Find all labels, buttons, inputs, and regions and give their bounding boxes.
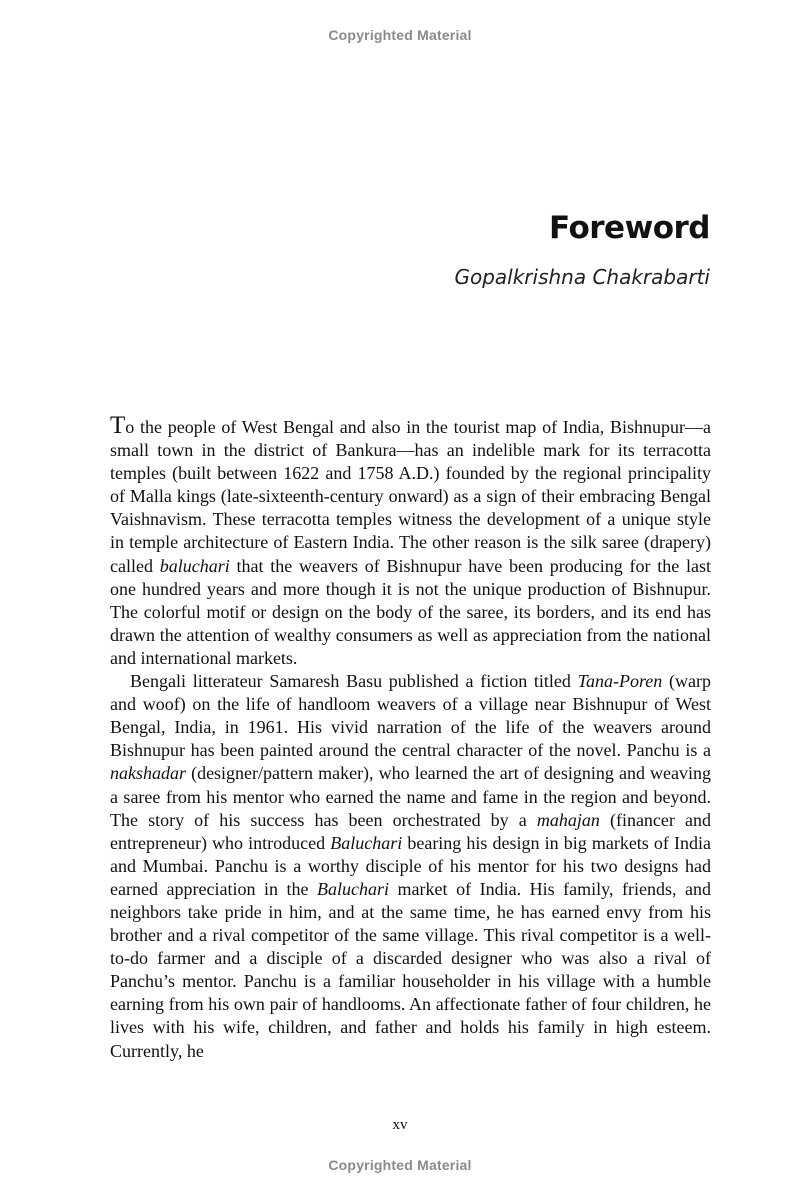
paragraph-2-text-1: Bengali litterateur Samaresh Basu published a fiction titled	[130, 671, 578, 692]
italic-term-baluchari: baluchari	[159, 555, 230, 576]
chapter-title: Foreword	[549, 210, 710, 246]
italic-term-baluchari-3: Baluchari	[317, 878, 390, 899]
italic-term-mahajan: mahajan	[536, 809, 600, 830]
paragraph-1-text-1: o the people of West Bengal and also in the tourist map of India, Bishnupur—a small town in the district of Bankura—has an indelible mark for its terracotta temples (built between 1622 and 1758 A.D.) founded by the regional principality of Malla kings (late-sixteenth-century onward) as a sign of their embracing Bengal Vaishnavism. These terracotta temples witness the development of a unique style in temple architecture of Eastern India. The other reason is the silk saree (drapery) called	[110, 417, 711, 576]
italic-title-tana-poren: Tana-Poren	[577, 671, 663, 692]
paragraph-1-text-2: that the weavers of Bishnupur have been producing for the last one hundred years and more though it is not the unique production of Bishnupur. The colorful motif or design on the body of the saree, its borders, and its end has drawn the attention of wealthy consumers as well as appreciation from the national and international markets.	[110, 555, 711, 668]
paragraph-1	[110, 414, 711, 670]
paragraph-2-text-2: (warp and woof) on the life of handloom weavers of a village near Bishnupur of West Bengal, India, in 1961. His vivid narration of the life of the weavers around Bishnupur has been painted around the central character of the novel. Panchu is a	[110, 671, 712, 761]
copyright-watermark-bottom: Copyrighted Material	[328, 1157, 472, 1173]
chapter-author: Gopalkrishna Chakrabarti	[454, 265, 710, 289]
chapter-body	[110, 414, 711, 1063]
paragraph-2-text-3: (designer/pattern maker), who learned the art of designing and weaving a saree from his mentor who earned the name and fame in the region and beyond. The story of his success has been orchestrated by a	[110, 763, 711, 830]
paragraph-2	[110, 670, 711, 1063]
copyright-watermark-top: Copyrighted Material	[328, 27, 472, 43]
italic-term-nakshadar: nakshadar	[110, 763, 186, 784]
italic-term-baluchari-2: Baluchari	[330, 832, 403, 853]
page-number: xv	[392, 1117, 408, 1133]
drop-cap: T	[110, 412, 126, 439]
paragraph-2-text-5: bearing his design in big markets of India and Mumbai. Panchu is a worthy disciple of his mentor for his two designs had earned appreciation in the	[110, 832, 711, 899]
paragraph-2-text-4: (financer and entrepreneur) who introduced	[110, 809, 711, 853]
paragraph-2-text-6: market of India. His family, friends, and neighbors take pride in him, and at the same time, he has earned envy from his brother and a rival competitor of the same village. This rival competitor is a well-to-do farmer and a disciple of a discarded designer who was also a rival of Panchu’s mentor. Panchu is a familiar householder in his village with a humble earning from his own pair of handlooms. An affectionate father of four children, he lives with his wife, children, and father and holds his family in high esteem. Currently, he	[110, 878, 711, 1061]
